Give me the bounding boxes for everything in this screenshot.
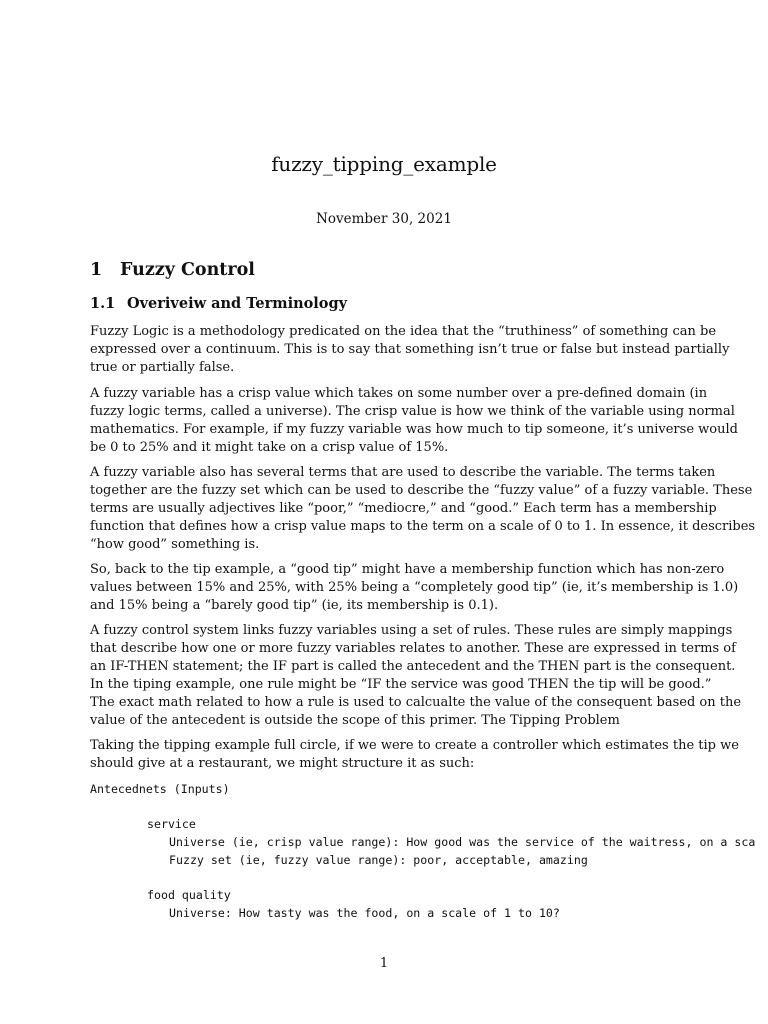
- section-number: 1: [90, 260, 103, 280]
- code-food-universe: Universe: How tasty was the food, on a scale of 1 to 10?: [169, 906, 560, 920]
- paragraph-fuzzy-logic-intro: [90, 323, 730, 377]
- document-date: November 30, 2021: [316, 211, 452, 227]
- paragraph-line: an IF-THEN statement; the IF part is called the antecedent and the THEN part is the consequent.: [90, 659, 736, 674]
- subsection-number: 1.1: [90, 295, 116, 312]
- code-service-fuzzy-set: Fuzzy set (ie, fuzzy value range): poor, acceptable, amazing: [169, 853, 588, 867]
- section-title: Fuzzy Control: [120, 260, 255, 280]
- paragraph-line: expressed over a continuum. This is to say that something isn’t true or false but instead partially: [90, 342, 730, 357]
- paragraph-line: A fuzzy variable has a crisp value which takes on some number over a pre-defined domain (in: [90, 386, 708, 401]
- paragraph-line: that describe how one or more fuzzy variables relates to another. These are expressed in terms of: [90, 641, 736, 656]
- section-heading: [90, 260, 255, 280]
- page-number: 1: [379, 956, 389, 971]
- paragraph-line: mathematics. For example, if my fuzzy variable was how much to tip someone, it’s universe would: [90, 422, 738, 437]
- paragraph-line: true or partially false.: [90, 360, 235, 375]
- code-food-label: food quality: [147, 888, 231, 902]
- paragraph-line: Taking the tipping example full circle, if we were to create a controller which estimates the tip we: [90, 738, 739, 753]
- paragraph-line: “how good” something is.: [90, 537, 260, 552]
- code-service-label: service: [147, 817, 196, 831]
- document-title: fuzzy_tipping_example: [271, 152, 497, 176]
- code-heading: Antecednets (Inputs): [90, 782, 230, 796]
- code-service-universe: Universe (ie, crisp value range): How good was the service of the waitress, on a sca: [169, 835, 756, 849]
- paragraph-line: So, back to the tip example, a “good tip” might have a membership function which has non-zero: [90, 562, 725, 577]
- paragraph-line: value of the antecedent is outside the scope of this primer. The Tipping Problem: [90, 713, 620, 728]
- paragraph-line: In the tiping example, one rule might be “IF the service was good THEN the tip will be good.”: [90, 677, 712, 692]
- paragraph-line: and 15% being a “barely good tip” (ie, its membership is 0.1).: [90, 598, 499, 613]
- paragraph-line: should give at a restaurant, we might structure it as such:: [90, 756, 475, 771]
- paragraph-line: A fuzzy variable also has several terms that are used to describe the variable. The terms taken: [90, 465, 716, 480]
- paragraph-tipping-controller: [90, 737, 739, 773]
- paragraph-fuzzy-terms: [90, 464, 756, 554]
- paragraph-line: values between 15% and 25%, with 25% being a “completely good tip” (ie, it’s membership is 1.0): [90, 580, 739, 595]
- paragraph-line: together are the fuzzy set which can be used to describe the “fuzzy value” of a fuzzy variable. These: [90, 483, 753, 498]
- paragraph-line: be 0 to 25% and it might take on a crisp value of 15%.: [90, 440, 449, 455]
- subsection-heading: [90, 295, 347, 312]
- paragraph-line: function that defines how a crisp value maps to the term on a scale of 0 to 1. In essence, it describes: [90, 519, 756, 534]
- paragraph-line: Fuzzy Logic is a methodology predicated on the idea that the “truthiness” of something can be: [90, 324, 717, 339]
- paragraph-line: The exact math related to how a rule is used to calcualte the value of the consequent based on the: [90, 695, 742, 710]
- subsection-title: Overiveiw and Terminology: [127, 295, 348, 312]
- paragraph-line: fuzzy logic terms, called a universe). The crisp value is how we think of the variable using normal: [90, 404, 735, 419]
- paragraph-control-system: [90, 622, 742, 730]
- paragraph-crisp-value: [90, 385, 738, 457]
- paragraph-tip-example: [90, 561, 739, 615]
- paragraph-line: A fuzzy control system links fuzzy variables using a set of rules. These rules are simply mappings: [90, 623, 733, 638]
- paragraph-line: terms are usually adjectives like “poor,” “mediocre,” and “good.” Each term has a membership: [90, 501, 717, 516]
